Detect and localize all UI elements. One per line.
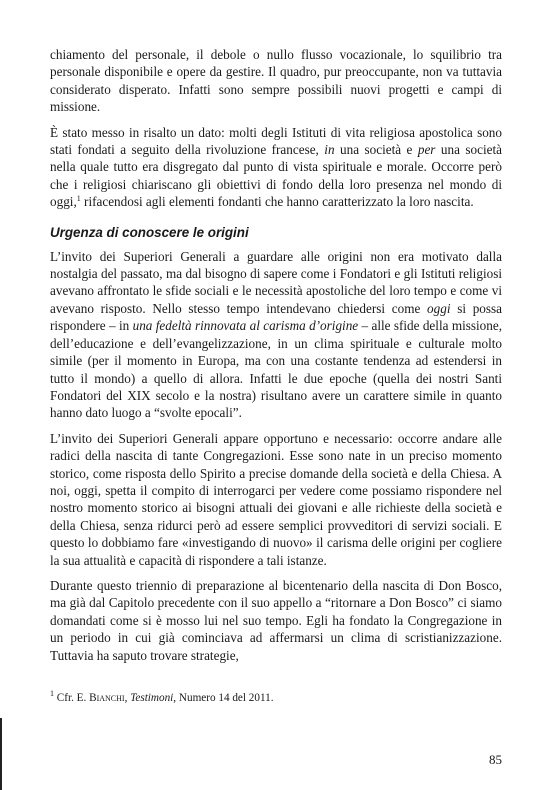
paragraph-4: L’invito dei Superiori Generali appare opportuno e necessario: occorre andare alle radici della nascita di tante Congregazioni. Esse sono nate in un preciso momento storico, come risposta dello Spirito a precise domande della società e della Chiesa. A noi, oggi, spetta il compito di interrogarci per vedere come possiamo rispondere nel nostro momento storico ai bisogni attuali dei giovani e alle richieste della società e della Chiesa, senza ridurci però ad essere semplici provveditori di servizi sociali. E questo lo dobbiamo fare «investigando di nuovo» il carisma delle origini per cogliere la sua attualità e capacità di rispondere a tali istanze. xyxy=(50,430,502,568)
italic-fedelta: una fedeltà rinnovata al carisma d’origine xyxy=(132,318,359,334)
text-run: rifacendosi agli elementi fondanti che hanno caratterizzato la loro nascita. xyxy=(80,194,474,210)
text-run: È stato messo in risalto un dato: molti degli Istituti di vita religiosa apostolica sono stati fondati a seguito della rivoluzione francese, xyxy=(50,124,502,158)
paragraph-3 xyxy=(50,248,502,422)
text-run: si possa rispondere – in xyxy=(50,300,502,334)
footnote-text: , xyxy=(124,692,131,704)
italic-per: per xyxy=(417,142,436,158)
paragraph-2 xyxy=(50,124,502,211)
text-run: L’invito dei Superiori Generali a guardare alle origini non era motivato dalla nostalgia del passato, ma dal bisogno di sapere come i Fondatori e gli Istituti religiosi avevano affrontato le sfide sociali e le necessità apostoliche del loro tempo e come vi avevano risposto. Nello stesso tempo intendevano chiedersi come xyxy=(50,248,502,316)
page-number: 85 xyxy=(489,752,502,767)
footnote-text: Cfr. E. xyxy=(56,692,90,704)
footnote-title: Testimoni xyxy=(130,692,174,704)
scan-edge-mark xyxy=(0,718,2,790)
footnote-author: Bianchi xyxy=(89,692,125,704)
footnote-text: , Numero 14 del 2011. xyxy=(173,692,274,704)
footnote-ref[interactable]: 1 xyxy=(76,194,81,204)
text-run: – alle sfide della missione, dell’educazione e dell’evangelizzazione, in un clima spirituale e culturale molto simile (per il momento in Europa, ma con una costante tendenza ad estendersi in tutto il mondo) a quello di allora. Infatti le due epoche (quella dei nostri Santi Fondatori del XIX secolo e la nostra) risultano avere un carattere simile in quanto hanno dato luogo a “svolte epocali”. xyxy=(50,318,503,421)
section-heading: Urgenza di conoscere le origini xyxy=(50,224,249,240)
italic-in: in xyxy=(324,142,335,158)
paragraph-1: chiamento del personale, il debole o nullo flusso vocazionale, lo squilibrio tra personale disponibile e opere da gestire. Il quadro, pur preoccupante, non va tuttavia considerato disperato. Infatti sono sempre possibili nuovi progetti e campi di missione. xyxy=(50,47,502,115)
text-run: una società e xyxy=(334,142,418,158)
footnote-number: 1 xyxy=(50,689,54,698)
footnote xyxy=(50,691,502,705)
text-run: una società nella quale tutto era disgregato dal punto di vista spirituale e morale. Occorre però che i religiosi chiariscano gli obiettivi di fondo della loro presenza nel mondo di oggi, xyxy=(50,142,502,210)
page-body xyxy=(50,46,502,672)
paragraph-5: Durante questo triennio di preparazione al bicentenario della nascita di Don Bosco, ma già dal Capitolo precedente con il suo appello a “ritornare a Don Bosco” ci siamo domandati come si è mosso lui nel suo tempo. Egli ha fondato la Congregazione in un periodo in cui già cominciava ad affermarsi un clima di scristianizzazione. Tuttavia ha saputo trovare strategie, xyxy=(50,577,502,663)
italic-oggi: oggi xyxy=(427,300,451,316)
